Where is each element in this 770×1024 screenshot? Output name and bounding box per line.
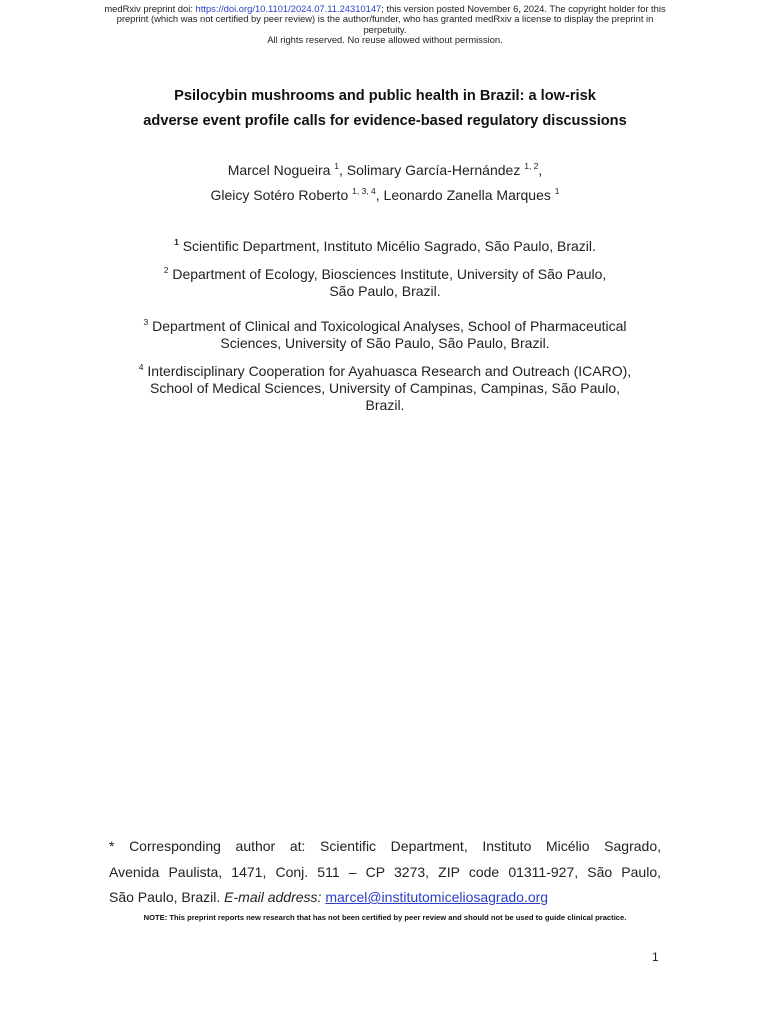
doi-link[interactable]: https://doi.org/10.1101/2024.07.11.24310147 [195, 3, 382, 14]
corresponding-line-3: São Paulo, Brazil. E-mail address: marcel@institutomiceliosagrado.org [109, 889, 549, 905]
author-list-line-2: Gleicy Sotéro Roberto $^{1, 3, 4}$, Leonardo Zanella Marques $^1$ [210, 186, 560, 203]
affiliation-4: $^4$ Interdisciplinary Cooperation for Ayahuasca Research and Outreach (ICARO), School of Medical Sciences, University of Campinas, Campinas, São Paulo, Brazil. [138, 362, 632, 413]
affiliation-3: $^3$ Department of Clinical and Toxicological Analyses, School of Pharmaceutical Sciences, University of São Paulo, São Paulo, Brazil. [143, 317, 627, 351]
banner-line-3: perpetuity. [363, 23, 407, 35]
preprint-banner [0, 4, 770, 46]
affiliation-1: $^1$ Scientific Department, Instituto Micélio Sagrado, São Paulo, Brazil. [174, 237, 596, 254]
banner-line-2: preprint (which was not certified by peer review) is the author/funder, who has granted medRxiv a license to display the preprint in [116, 13, 654, 25]
banner-line-4: All rights reserved. No reuse allowed without permission. [267, 34, 503, 46]
email-link[interactable]: marcel@institutomiceliosagrado.org [325, 889, 549, 905]
paper-title-line-2: adverse event profile calls for evidence-based regulatory discussions [143, 113, 627, 129]
paper-title-line-1: Psilocybin mushrooms and public health in Brazil: a low-risk [174, 88, 596, 104]
author-list-line-1: Marcel Nogueira $^1$, Solimary García-Hernández $^{1, 2}$, [227, 161, 543, 178]
page-number: 1 [652, 950, 659, 964]
corresponding-line-1: * Corresponding author at: Scientific Department, Instituto Micélio Sagrado, [109, 838, 661, 854]
affiliation-2: $^2$ Department of Ecology, Biosciences Institute, University of São Paulo, São Paulo, Brazil. [163, 265, 607, 299]
corresponding-line-2: Avenida Paulista, 1471, Conj. 511 – CP 3273, ZIP code 01311-927, São Paulo, [109, 863, 661, 880]
banner-line-1: medRxiv preprint doi: https://doi.org/10.1101/2024.07.11.24310147; this version posted November 6, 2024. The copyright holder for this [104, 3, 666, 14]
corresponding-author [109, 834, 661, 911]
preprint-note: NOTE: This preprint reports new research that has not been certified by peer review and should not be used to guide clinical practice. [143, 913, 627, 922]
